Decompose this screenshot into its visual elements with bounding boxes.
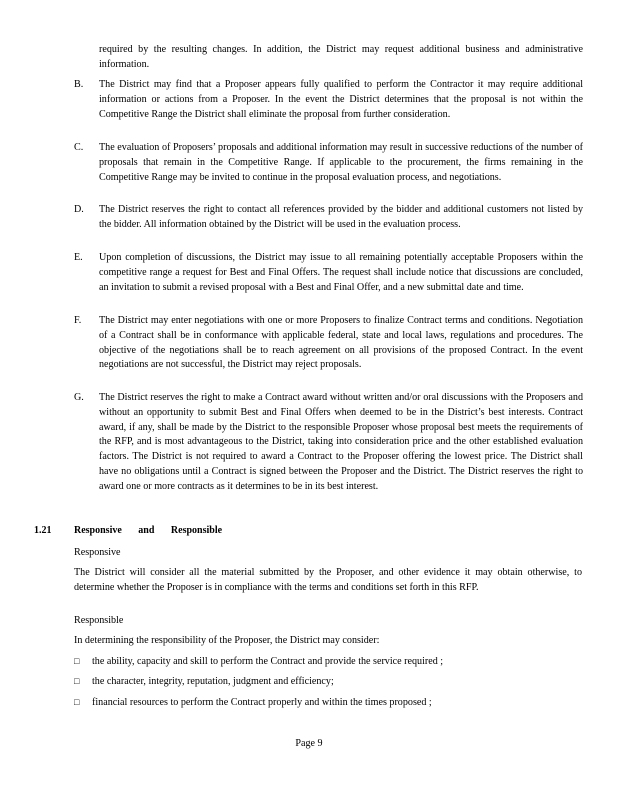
section-title: Responsive and Responsible	[74, 525, 223, 536]
bullet-item: the ability, capacity and skill to perform the Contract and provide the service required ;	[92, 656, 444, 667]
intro-paragraph: required by the resulting changes. In addition, the District may request additional business and administrative information.	[99, 44, 583, 70]
item-paragraph: The evaluation of Proposers’ proposals and additional information may result in successive reductions of the number of proposals that remain in the Competitive Range. If applicable to the procurement, the firms remaining in the Competitive Range may be invited to continue in the proposal evaluation process, and negotiations.	[99, 142, 583, 183]
item-paragraph: The District may enter negotiations with one or more Proposers to finalize Contract terms and conditions. Negotiation of a Contract shall be in conformance with applicable federal, state and local laws, regulations and procedures. The objective of the negotiations shall be to reach agreement on all provisions of the proposed Contract. In the event negotiations are not successful, the District may reject proposals.	[99, 315, 583, 371]
responsible-heading: Responsible	[74, 615, 124, 626]
item-paragraph: The District reserves the right to make a Contract award without written and/or oral discussions with the Proposers and without an opportunity to submit Best and Final Offers when deemed to be in the District’s best interests. Contract award, if any, shall be made by the District to the responsible Proposer whose proposal best meets the requirements of the RFP, and is most advantageous to the District, taking into consideration price and the other established evaluation factors. The District is not required to award a Contract to the Proposer offering the lowest price. The District shall have no obligations until a Contract is signed between the Proposer and the District. The District reserves the right to award one or more contracts as it determines to be in its best interest.	[99, 392, 583, 492]
item-letter: D.	[74, 204, 84, 215]
bullet-icon: □	[74, 697, 80, 707]
item-paragraph: Upon completion of discussions, the District may issue to all remaining potentially acceptable Proposers within the competitive range a request for Best and Final Offers. The request shall include notice that discussions are concluded, an invitation to submit a revised proposal with a Best and Final Offer, and a new submittal date and time.	[99, 252, 583, 293]
responsible-intro: In determining the responsibility of the Proposer, the District may consider:	[74, 635, 380, 646]
bullet-item: the character, integrity, reputation, judgment and efficiency;	[92, 676, 334, 687]
bullet-icon: □	[74, 656, 80, 666]
bullet-icon: □	[74, 676, 80, 686]
item-letter: C.	[74, 142, 84, 153]
bullet-item: financial resources to perform the Contract properly and within the times proposed ;	[92, 697, 432, 708]
responsive-paragraph: The District will consider all the material submitted by the Proposer, and other evidence it may obtain otherwise, to determine whether the Proposer is in compliance with the terms and conditions set forth in this RFP.	[74, 567, 582, 593]
item-letter: B.	[74, 79, 84, 90]
page-number: Page 9	[295, 738, 323, 749]
responsive-heading: Responsive	[74, 547, 121, 558]
item-letter: F.	[74, 315, 82, 326]
item-letter: E.	[74, 252, 83, 263]
item-letter: G.	[74, 392, 84, 403]
item-paragraph: The District may find that a Proposer appears fully qualified to perform the Contractor it may require additional information or actions from a Proposer. In the event the District determines that the proposal is not within the Competitive Range the District shall eliminate the proposal from further consideration.	[99, 79, 583, 120]
section-number: 1.21	[34, 525, 52, 536]
item-paragraph: The District reserves the right to contact all references provided by the bidder and additional customers not listed by the bidder. All information obtained by the District will be used in the evaluation process.	[99, 204, 583, 230]
